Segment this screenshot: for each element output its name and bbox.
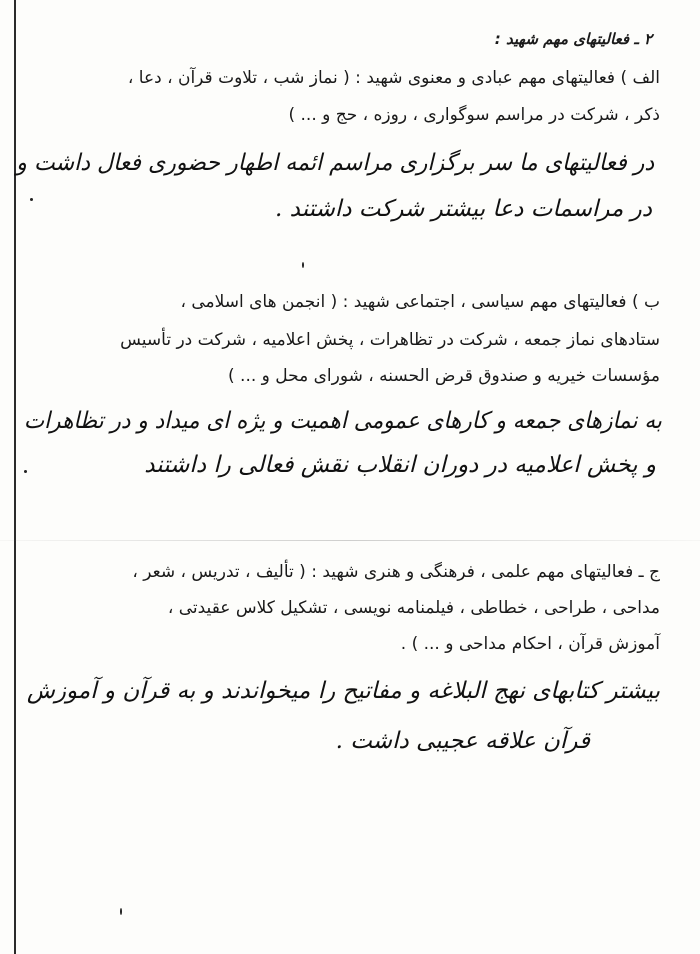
section-jim-prompt-line-2: مداحی ، طراحی ، خطاطی ، فیلمنامه نویسی ، تشکیل کلاس عقیدتی ، <box>167 598 660 618</box>
paper-fold-line <box>0 540 700 541</box>
section-alef-prompt-line-2: ذکر ، شرکت در مراسم سوگواری ، روزه ، حج و ... ) <box>288 105 660 125</box>
section-jim-prompt-line-1: ج ـ فعالیتهای مهم علمی ، فرهنگی و هنری شهید : ( تألیف ، تدریس ، شعر ، <box>132 562 660 582</box>
section-be-answer-line-1: به نمازهای جمعه و کارهای عمومی اهمیت و یژه ای میداد و در تظاهرات <box>23 408 662 434</box>
section-be-answer-line-2: و پخش اعلامیه در دوران انقلاب نقش فعالی را داشتند <box>144 452 656 478</box>
section-be-prompt-line-3: مؤسسات خیریه و صندوق قرض الحسنه ، شورای محل و ... ) <box>228 366 660 386</box>
ink-speck <box>302 262 304 268</box>
section-heading: ۲ ـ فعالیتهای مهم شهید : <box>494 30 652 48</box>
ink-speck <box>30 198 33 201</box>
section-jim-answer-line-2: قرآن علاقه عجیبی داشت . <box>335 728 590 754</box>
section-be-prompt-line-2: ستادهای نماز جمعه ، شرکت در تظاهرات ، پخش اعلامیه ، شرکت در تأسیس <box>120 330 660 350</box>
section-be-prompt-line-1: ب ) فعالیتهای مهم سیاسی ، اجتماعی شهید : ( انجمن های اسلامی ، <box>180 292 660 312</box>
section-alef-answer-line-1: در فعالیتهای ما سر برگزاری مراسم ائمه اطهار حضوری فعال داشت و <box>16 150 654 176</box>
section-jim-answer-line-1: بیشتر کتابهای نهج البلاغه و مفاتیح را میخواندند و به قرآن و آموزش <box>26 678 660 704</box>
page-edge-line <box>14 0 16 954</box>
section-jim-prompt-line-3: آموزش قرآن ، احکام مداحی و ... ) . <box>400 634 660 654</box>
ink-speck <box>120 908 122 915</box>
ink-speck <box>24 470 27 473</box>
section-alef-prompt-line-1: الف ) فعالیتهای مهم عبادی و معنوی شهید : ( نماز شب ، تلاوت قرآن ، دعا ، <box>127 68 660 88</box>
section-alef-answer-line-2: در مراسمات دعا بیشتر شرکت داشتند . <box>275 196 652 222</box>
